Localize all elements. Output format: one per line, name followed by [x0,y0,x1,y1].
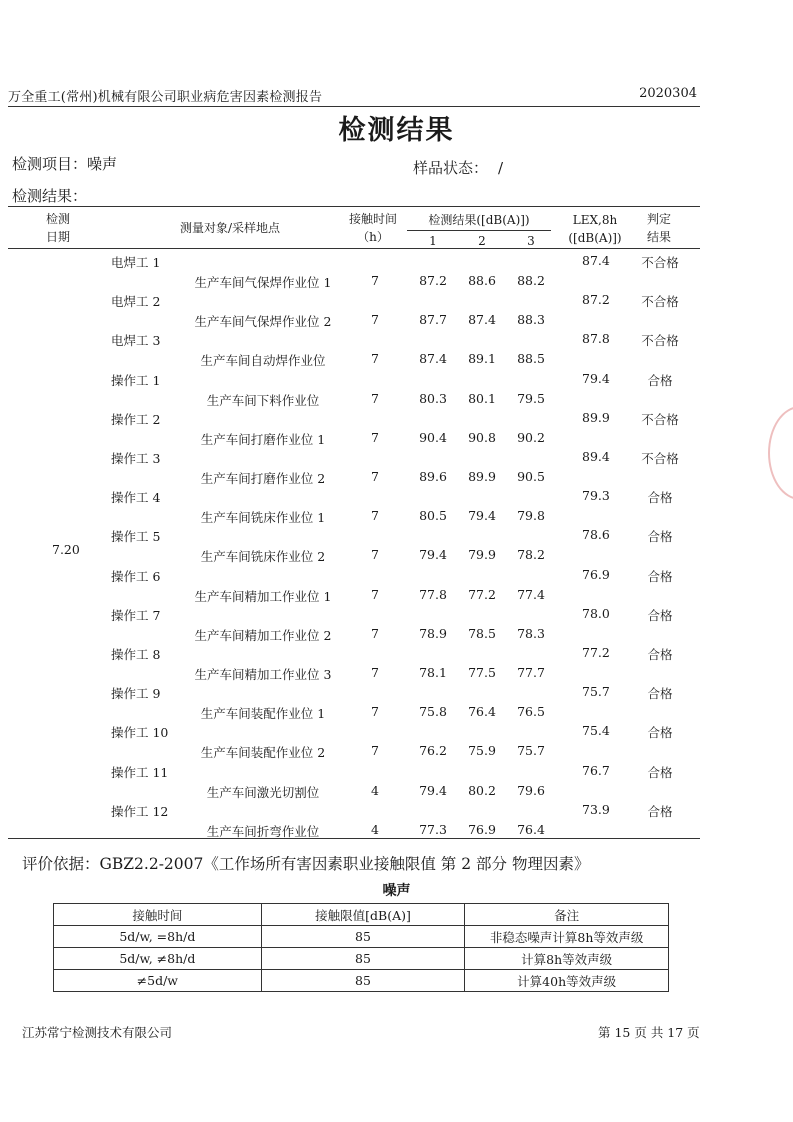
footer-company: 江苏常宁检测技术有限公司 [22,1025,173,1040]
col-target-header: 测量对象/采样地点 [179,221,281,235]
ref-remark: 计算8h等效声级 [465,948,669,970]
sampling-location: 生产车间装配作业位 1 [200,706,326,722]
lex-value: 77.2 [582,645,610,660]
worker-name: 操作工 7 [111,607,161,623]
exposure-hours: 7 [371,469,379,484]
sampling-location: 生产车间折弯作业位 [206,823,320,839]
test-item [12,153,117,174]
ref-header-exposure: 接触时间 [54,904,262,926]
col-lex-header: LEX,8h ([dB(A)]) [568,213,622,245]
reference-header-row [54,904,669,926]
result-2: 77.2 [468,586,496,602]
exposure-hours: 7 [371,586,379,602]
result-3: 90.2 [517,429,545,445]
result-3: 79.8 [517,508,545,524]
verdict-value: 合格 [647,725,673,741]
header-divider [8,106,700,107]
result-3: 78.3 [517,625,545,641]
col-r2-header: 2 [478,234,486,248]
result-3: 90.5 [517,469,545,484]
result-1: 79.4 [419,782,447,798]
result-2: 77.5 [468,665,496,680]
verdict-value: 合格 [647,568,673,584]
report-header-title: 万全重工(常州)机械有限公司职业病危害因素检测报告 [8,90,323,105]
table-row [54,970,669,992]
result-1: 87.7 [419,312,447,328]
lex-value: 87.2 [582,292,610,308]
verdict-value: 合格 [647,647,673,662]
exposure-hours: 7 [371,429,379,445]
lex-value: 75.7 [582,684,610,700]
exposure-hours: 7 [371,390,379,406]
worker-name: 操作工 11 [111,764,169,780]
test-item-label: 检测项目： [12,155,88,173]
exposure-hours: 7 [371,625,379,641]
table-header-rule [8,248,700,249]
verdict-value: 合格 [647,686,673,702]
verdict-value: 合格 [647,529,673,545]
exposure-hours: 7 [371,351,379,367]
result-1: 78.9 [419,625,447,641]
exposure-hours: 7 [371,312,379,328]
lex-value: 76.9 [582,566,610,582]
ref-exposure: 5d/w, =8h/d [54,926,262,948]
worker-name: 操作工 6 [111,568,161,584]
result-label: 检测结果： [12,187,88,205]
result-2: 89.9 [468,469,496,484]
ref-remark: 计算40h等效声级 [465,970,669,992]
result-3: 75.7 [517,743,545,759]
verdict-value: 不合格 [641,411,679,427]
sampling-location: 生产车间铣床作业位 1 [200,510,326,526]
col-exposure-header: 接触时间 （h） [348,212,397,244]
result-2: 79.9 [468,547,496,563]
ref-limit: 85 [261,926,465,948]
result-1: 89.6 [419,469,447,484]
worker-name: 操作工 4 [111,490,161,506]
lex-value: 78.6 [582,527,610,543]
sample-state-value: / [498,159,504,177]
result-3: 88.5 [517,351,545,367]
sampling-location: 生产车间气保焊作业位 1 [194,275,332,290]
result-2: 80.2 [468,782,496,798]
verdict-value: 合格 [647,372,673,388]
result-1: 80.3 [419,390,447,406]
result-3: 88.2 [517,273,545,288]
result-2: 79.4 [468,508,496,524]
table-row [54,948,669,970]
exposure-hours: 4 [371,821,379,837]
result-2: 76.4 [468,704,496,720]
result-1: 76.2 [419,743,447,759]
results-subheader-rule [407,230,551,231]
col-results-header: 检测结果([dB(A)]) [428,213,530,227]
lex-value: 75.4 [582,723,610,739]
result-3: 79.5 [517,390,545,406]
test-date: 7.20 [52,542,80,557]
lex-value: 89.4 [582,449,610,464]
worker-name: 操作工 9 [111,686,161,702]
verdict-value: 合格 [647,803,673,819]
col-verdict-header: 判定 结果 [646,212,671,244]
worker-name: 操作工 12 [111,803,169,819]
ref-remark: 非稳态噪声计算8h等效声级 [465,926,669,948]
result-2: 89.1 [468,351,496,367]
col-r3-header: 3 [527,234,535,248]
sampling-location: 生产车间激光切割位 [206,784,320,800]
lex-value: 87.4 [582,253,610,268]
result-2: 90.8 [468,429,496,445]
col-date-header: 检测 日期 [45,212,70,244]
lex-value: 73.9 [582,801,610,817]
result-3: 78.2 [517,547,545,563]
sampling-location: 生产车间精加工作业位 3 [194,667,332,682]
result-3: 76.4 [517,821,545,837]
exposure-hours: 7 [371,273,379,288]
result-2: 78.5 [468,625,496,641]
sampling-location: 生产车间精加工作业位 1 [194,588,332,604]
worker-name: 电焊工 2 [111,294,161,310]
result-2: 88.6 [468,273,496,288]
lex-value: 79.3 [582,488,610,504]
table-row [54,926,669,948]
evaluation-basis: 评价依据：GBZ2.2-2007《工作场所有害因素职业接触限值 第 2 部分 物理因素》 [22,855,590,873]
result-1: 87.4 [419,351,447,367]
exposure-hours: 7 [371,704,379,720]
exposure-hours: 7 [371,547,379,563]
worker-name: 操作工 3 [111,451,161,466]
verdict-value: 不合格 [641,451,679,466]
verdict-value: 合格 [647,764,673,780]
result-3: 88.3 [517,312,545,328]
ref-limit: 85 [261,948,465,970]
result-1: 80.5 [419,508,447,524]
seal-stamp [768,406,793,500]
worker-name: 操作工 5 [111,529,161,545]
result-2: 75.9 [468,743,496,759]
sampling-location: 生产车间铣床作业位 2 [200,549,326,565]
exposure-hours: 7 [371,665,379,680]
worker-name: 操作工 2 [111,411,161,427]
result-1: 75.8 [419,704,447,720]
sampling-location: 生产车间精加工作业位 2 [194,627,332,643]
sample-state [413,157,503,178]
exposure-hours: 7 [371,743,379,759]
lex-value: 78.0 [582,605,610,621]
exposure-hours: 4 [371,782,379,798]
result-1: 78.1 [419,665,447,680]
table-top-rule [8,206,700,207]
lex-value: 76.7 [582,762,610,778]
verdict-value: 不合格 [641,255,679,270]
worker-name: 电焊工 1 [111,255,161,270]
result-3: 79.6 [517,782,545,798]
verdict-value: 不合格 [641,333,679,349]
col-r1-header: 1 [429,234,437,248]
test-item-value: 噪声 [87,155,118,173]
result-2: 87.4 [468,312,496,328]
reference-limits-table [53,903,669,992]
worker-name: 操作工 1 [111,372,161,388]
ref-header-remark: 备注 [465,904,669,926]
lex-value: 89.9 [582,409,610,425]
exposure-hours: 7 [371,508,379,524]
result-2: 80.1 [468,390,496,406]
worker-name: 操作工 10 [111,725,169,741]
verdict-value: 合格 [647,607,673,623]
page-title: 检测结果 [338,115,455,146]
sampling-location: 生产车间气保焊作业位 2 [194,314,332,330]
result-1: 87.2 [419,273,447,288]
result-3: 76.5 [517,704,545,720]
footer-page-number: 第 15 页 共 17 页 [598,1025,700,1040]
sampling-location: 生产车间自动焊作业位 [200,353,326,369]
sampling-location: 生产车间打磨作业位 1 [200,431,326,447]
sampling-location: 生产车间装配作业位 2 [200,745,326,761]
ref-exposure: 5d/w, ≠8h/d [54,948,262,970]
sampling-location: 生产车间下料作业位 [206,392,320,408]
lex-value: 87.8 [582,331,610,347]
report-number: 2020304 [639,86,697,101]
ref-header-limit: 接触限值[dB(A)] [261,904,465,926]
ref-limit: 85 [261,970,465,992]
result-1: 77.8 [419,586,447,602]
result-3: 77.7 [517,665,545,680]
worker-name: 操作工 8 [111,647,161,662]
verdict-value: 合格 [647,490,673,506]
verdict-value: 不合格 [641,294,679,310]
ref-exposure: ≠5d/w [54,970,262,992]
result-2: 76.9 [468,821,496,837]
sample-state-label: 样品状态： [413,159,489,177]
result-1: 90.4 [419,429,447,445]
result-1: 77.3 [419,821,447,837]
lex-value: 79.4 [582,370,610,386]
result-1: 79.4 [419,547,447,563]
sampling-location: 生产车间打磨作业位 2 [200,471,326,486]
result-3: 77.4 [517,586,545,602]
reference-table-title: 噪声 [382,883,411,899]
worker-name: 电焊工 3 [111,333,161,349]
